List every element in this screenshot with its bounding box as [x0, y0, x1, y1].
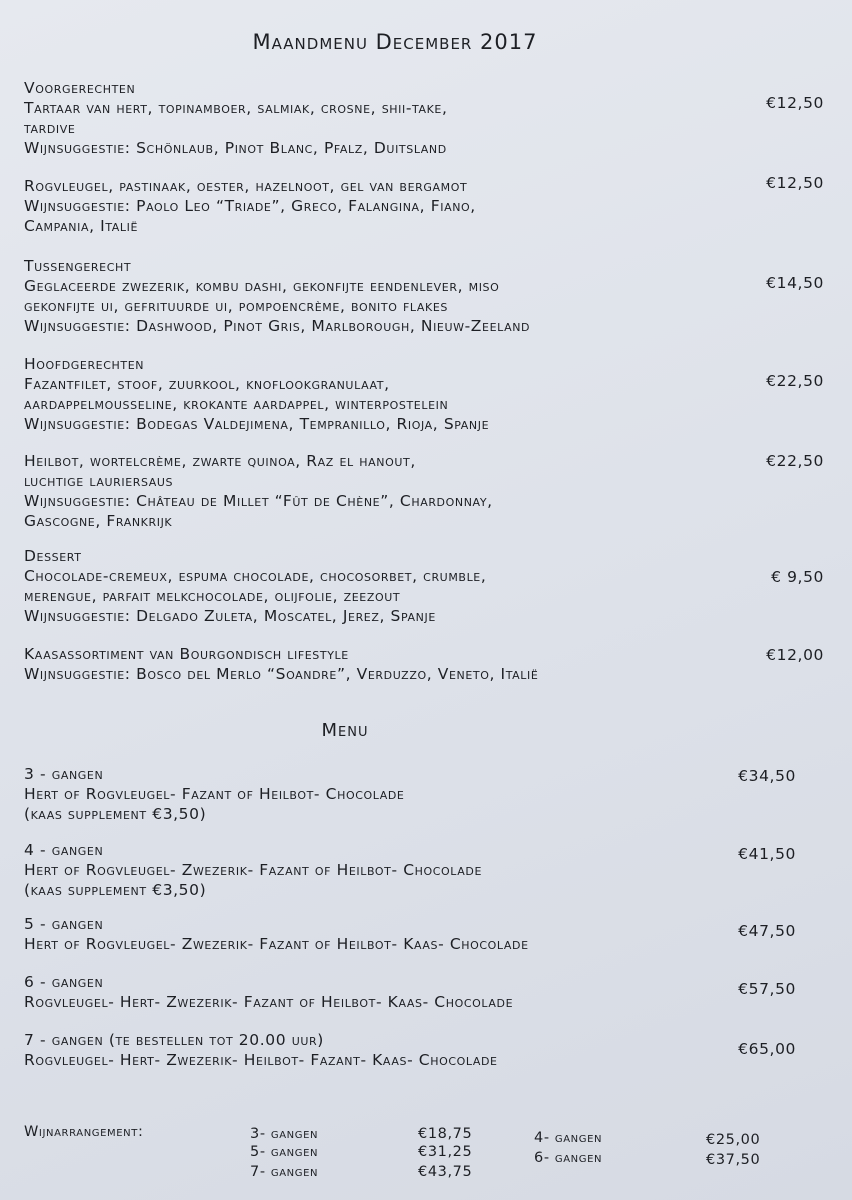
wine-suggestion: Gascogne, Frankrijk	[24, 512, 173, 530]
wine-suggestion: Wijnsuggestie: Schönlaub, Pinot Blanc, Pfalz, Duitsland	[24, 139, 447, 157]
wine-suggestion: Wijnsuggestie: Château de Millet “Fût de Chène”, Chardonnay,	[24, 492, 493, 510]
section-heading: Hoofdgerechten	[24, 355, 145, 373]
course-price: €57,50	[738, 980, 796, 998]
dish-line: gekonfijte ui, gefrituurde ui, pompoencrème, bonito flakes	[24, 297, 448, 315]
page-title: Maandmenu December 2017	[252, 30, 538, 54]
course-menu-7	[24, 1030, 796, 1070]
dish-price: €12,50	[766, 174, 824, 192]
wine-item-label: 7- gangen	[250, 1164, 319, 1180]
menu-section-rogvleugel	[24, 176, 824, 236]
course-price: €47,50	[738, 922, 796, 940]
section-heading: Tussengerecht	[24, 257, 132, 275]
dish-line: Fazantfilet, stoof, zuurkool, knoflookgranulaat,	[24, 375, 390, 393]
wine-item-label: 4- gangen	[534, 1130, 603, 1146]
wine-item-label: 3- gangen	[250, 1126, 319, 1142]
menu-section-heilbot	[24, 451, 824, 531]
dish-price: €14,50	[766, 274, 824, 292]
course-note: (kaas supplement €3,50)	[24, 881, 207, 899]
course-count: 4 - gangen	[24, 841, 104, 859]
section-heading: Dessert	[24, 547, 82, 565]
wine-item-price: €31,25	[418, 1144, 473, 1160]
course-count: 7 - gangen (te bestellen tot 20.00 uur)	[24, 1031, 324, 1049]
menu-section-dessert	[24, 546, 824, 626]
wine-arrangement-label: Wijnarrangement:	[24, 1124, 144, 1140]
menu-section-kaas	[24, 644, 824, 684]
dish-line: luchtige lauriersaus	[24, 472, 174, 490]
course-price: €65,00	[738, 1040, 796, 1058]
course-count: 3 - gangen	[24, 765, 104, 783]
wine-item-price: €18,75	[418, 1126, 473, 1142]
dish-line: Chocolade-cremeux, espuma chocolade, chocosorbet, crumble,	[24, 567, 487, 585]
course-line: Hert of Rogvleugel- Zwezerik- Fazant of Heilbot- Kaas- Chocolade	[24, 935, 529, 953]
course-line: Hert of Rogvleugel- Zwezerik- Fazant of Heilbot- Chocolade	[24, 861, 483, 879]
course-note: (kaas supplement €3,50)	[24, 805, 207, 823]
wine-suggestion: Campania, Italië	[24, 217, 139, 235]
dish-price: €22,50	[766, 452, 824, 470]
wine-item-price: €43,75	[418, 1164, 473, 1180]
dish-line: Kaasassortiment van Bourgondisch lifestyle	[24, 645, 349, 663]
course-line: Rogvleugel- Hert- Zwezerik- Fazant of Heilbot- Kaas- Chocolade	[24, 993, 514, 1011]
menu-heading: Menu	[321, 720, 369, 741]
dish-line: Rogvleugel, pastinaak, oester, hazelnoot, gel van bergamot	[24, 177, 468, 195]
dish-line: Heilbot, wortelcrème, zwarte quinoa, Raz el hanout,	[24, 452, 416, 470]
wine-suggestion: Wijnsuggestie: Paolo Leo “Triade”, Greco, Falangina, Fiano,	[24, 197, 476, 215]
course-price: €34,50	[738, 767, 796, 785]
dish-line: merengue, parfait melkchocolade, olijfolie, zeezout	[24, 587, 401, 605]
dish-price: € 9,50	[771, 568, 824, 586]
course-count: 6 - gangen	[24, 973, 104, 991]
wine-item-price: €25,00	[706, 1132, 761, 1148]
course-line: Hert of Rogvleugel- Fazant of Heilbot- Chocolade	[24, 785, 405, 803]
wine-item-label: 5- gangen	[250, 1144, 319, 1160]
course-menu-3	[24, 764, 796, 824]
menu-section-tussengerecht	[24, 256, 824, 336]
course-count: 5 - gangen	[24, 915, 104, 933]
course-line: Rogvleugel- Hert- Zwezerik- Heilbot- Fazant- Kaas- Chocolade	[24, 1051, 498, 1069]
section-heading: Voorgerechten	[24, 79, 136, 97]
dish-line: Tartaar van hert, topinamboer, salmiak, crosne, shii-take,	[24, 99, 448, 117]
wine-suggestion: Wijnsuggestie: Bosco del Merlo “Soandre”, Verduzzo, Veneto, Italië	[24, 665, 539, 683]
dish-line: tardive	[24, 119, 76, 137]
dish-price: €12,50	[766, 94, 824, 112]
menu-section-hoofdgerechten	[24, 354, 824, 434]
dish-price: €12,00	[766, 646, 824, 664]
wine-item-label: 6- gangen	[534, 1150, 603, 1166]
course-menu-4	[24, 840, 796, 900]
wine-suggestion: Wijnsuggestie: Bodegas Valdejimena, Tempranillo, Rioja, Spanje	[24, 415, 490, 433]
dish-price: €22,50	[766, 372, 824, 390]
wine-suggestion: Wijnsuggestie: Dashwood, Pinot Gris, Marlborough, Nieuw-Zeeland	[24, 317, 531, 335]
dish-line: Geglaceerde zwezerik, kombu dashi, gekonfijte eendenlever, miso	[24, 277, 500, 295]
course-menu-5	[24, 914, 796, 954]
course-price: €41,50	[738, 845, 796, 863]
course-menu-6	[24, 972, 796, 1012]
wine-item-price: €37,50	[706, 1152, 761, 1168]
menu-section-voorgerechten	[24, 78, 824, 158]
wine-suggestion: Wijnsuggestie: Delgado Zuleta, Moscatel, Jerez, Spanje	[24, 607, 436, 625]
dish-line: aardappelmousseline, krokante aardappel, winterpostelein	[24, 395, 449, 413]
